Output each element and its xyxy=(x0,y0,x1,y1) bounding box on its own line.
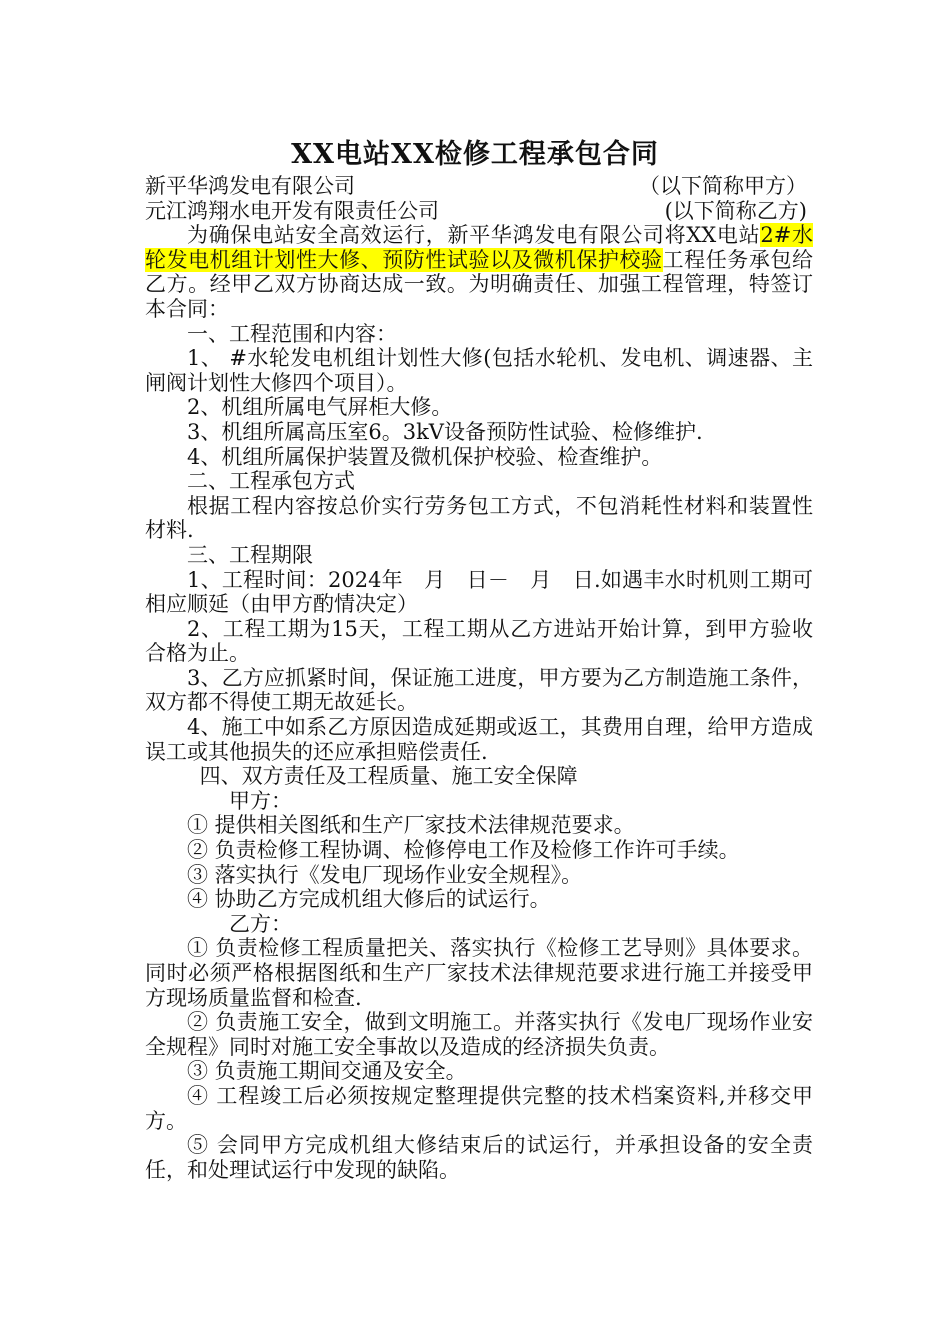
party-b-line xyxy=(145,199,813,224)
section-1-heading: 一、工程范围和内容： xyxy=(187,321,397,346)
section-3-heading: 三、工程期限 xyxy=(187,542,313,567)
intro-paragraph xyxy=(145,223,813,321)
party-b-responsibility-item: ⑤ 会同甲方完成机组大修结束后的试运行，并承担设备的安全责任，和处理试运行中发现的缺陷。 xyxy=(145,1133,813,1182)
party-a-responsibility-item: ② 负责检修工程协调、检修停电工作及检修工作许可手续。 xyxy=(187,838,740,863)
party-a-responsibility-item: ③ 落实执行《发电厂现场作业安全规程》。 xyxy=(187,862,583,887)
party-a-responsibility-item: ① 提供相关图纸和生产厂家技术法律规范要求。 xyxy=(187,813,635,838)
section-3-item: 1、工程时间：2024年 月 日－ 月 日.如遇丰水时机则工期可相应顺延（由甲方酌情决定） xyxy=(145,567,813,617)
section-1-item: 3、机组所属高压室6。3kV设备预防性试验、检修维护. xyxy=(187,419,703,444)
party-b-responsibility-item: ③ 负责施工期间交通及安全。 xyxy=(187,1059,467,1084)
section-3-item: 3、乙方应抓紧时间，保证施工进度，甲方要为乙方制造施工条件，双方都不得使工期无故延长。 xyxy=(145,665,813,715)
party-b-responsibility-item: ② 负责施工安全，做到文明施工。并落实执行《发电厂现场作业安全规程》同时对施工安全事故以及造成的经济损失负责。 xyxy=(145,1010,813,1059)
party-b-responsibility-label: 乙方： xyxy=(229,911,292,936)
party-a-responsibility-label: 甲方： xyxy=(229,788,292,813)
party-a-alias: （以下简称甲方） xyxy=(639,174,807,198)
section-4-heading: 四、双方责任及工程质量、施工安全保障 xyxy=(199,764,578,789)
contract-body xyxy=(145,174,813,1182)
section-1-item: 2、机组所属电气屏柜大修。 xyxy=(187,395,453,420)
party-a-responsibility-item: ④ 协助乙方完成机组大修后的试运行。 xyxy=(187,887,551,912)
intro-text-after: 工程任务承包给乙方。经甲乙双方协商达成一致。为明确责任、加强工程管理，特签订本合同： xyxy=(145,247,814,321)
section-2-heading: 二、工程承包方式 xyxy=(187,469,355,494)
party-a-line xyxy=(145,174,813,199)
section-1-item: 4、机组所属保护装置及微机保护校验、检查维护。 xyxy=(187,444,663,469)
contract-title: XX电站XX检修工程承包合同 xyxy=(291,139,659,170)
section-2-text: 根据工程内容按总价实行劳务包工方式，不包消耗性材料和装置性材料. xyxy=(145,493,813,543)
party-b-alias: (以下简称乙方) xyxy=(664,198,807,223)
section-1-item: 1、 #水轮发电机组计划性大修(包括水轮机、发电机、调速器、主闸阀计划性大修四个项目）。 xyxy=(145,346,813,395)
intro-text-before: 为确保电站安全高效运行，新平华鸿发电有限公司将XX电站 xyxy=(187,223,761,248)
party-b-responsibility-item: ④ 工程竣工后必须按规定整理提供完整的技术档案资料,并移交甲方。 xyxy=(145,1083,813,1133)
section-3-item: 2、工程工期为15天，工程工期从乙方进站开始计算，到甲方验收合格为止。 xyxy=(145,616,813,666)
intro-highlight: 2#水轮发电机组计划性大修、预防性试验以及微机保护校验 xyxy=(145,223,813,272)
section-3-item: 4、施工中如系乙方原因造成延期或返工，其费用自理，给甲方造成误工或其他损失的还应承担赔偿责任. xyxy=(145,715,813,764)
party-b-name: 元江鸿翔水电开发有限责任公司 xyxy=(145,198,439,223)
party-a-name: 新平华鸿发电有限公司 xyxy=(145,174,355,198)
party-b-responsibility-item: ① 负责检修工程质量把关、落实执行《检修工艺导则》具体要求。同时必须严格根据图纸和生产厂家技术法律规范要求进行施工并接受甲方现场质量监督和检查. xyxy=(145,936,813,1010)
